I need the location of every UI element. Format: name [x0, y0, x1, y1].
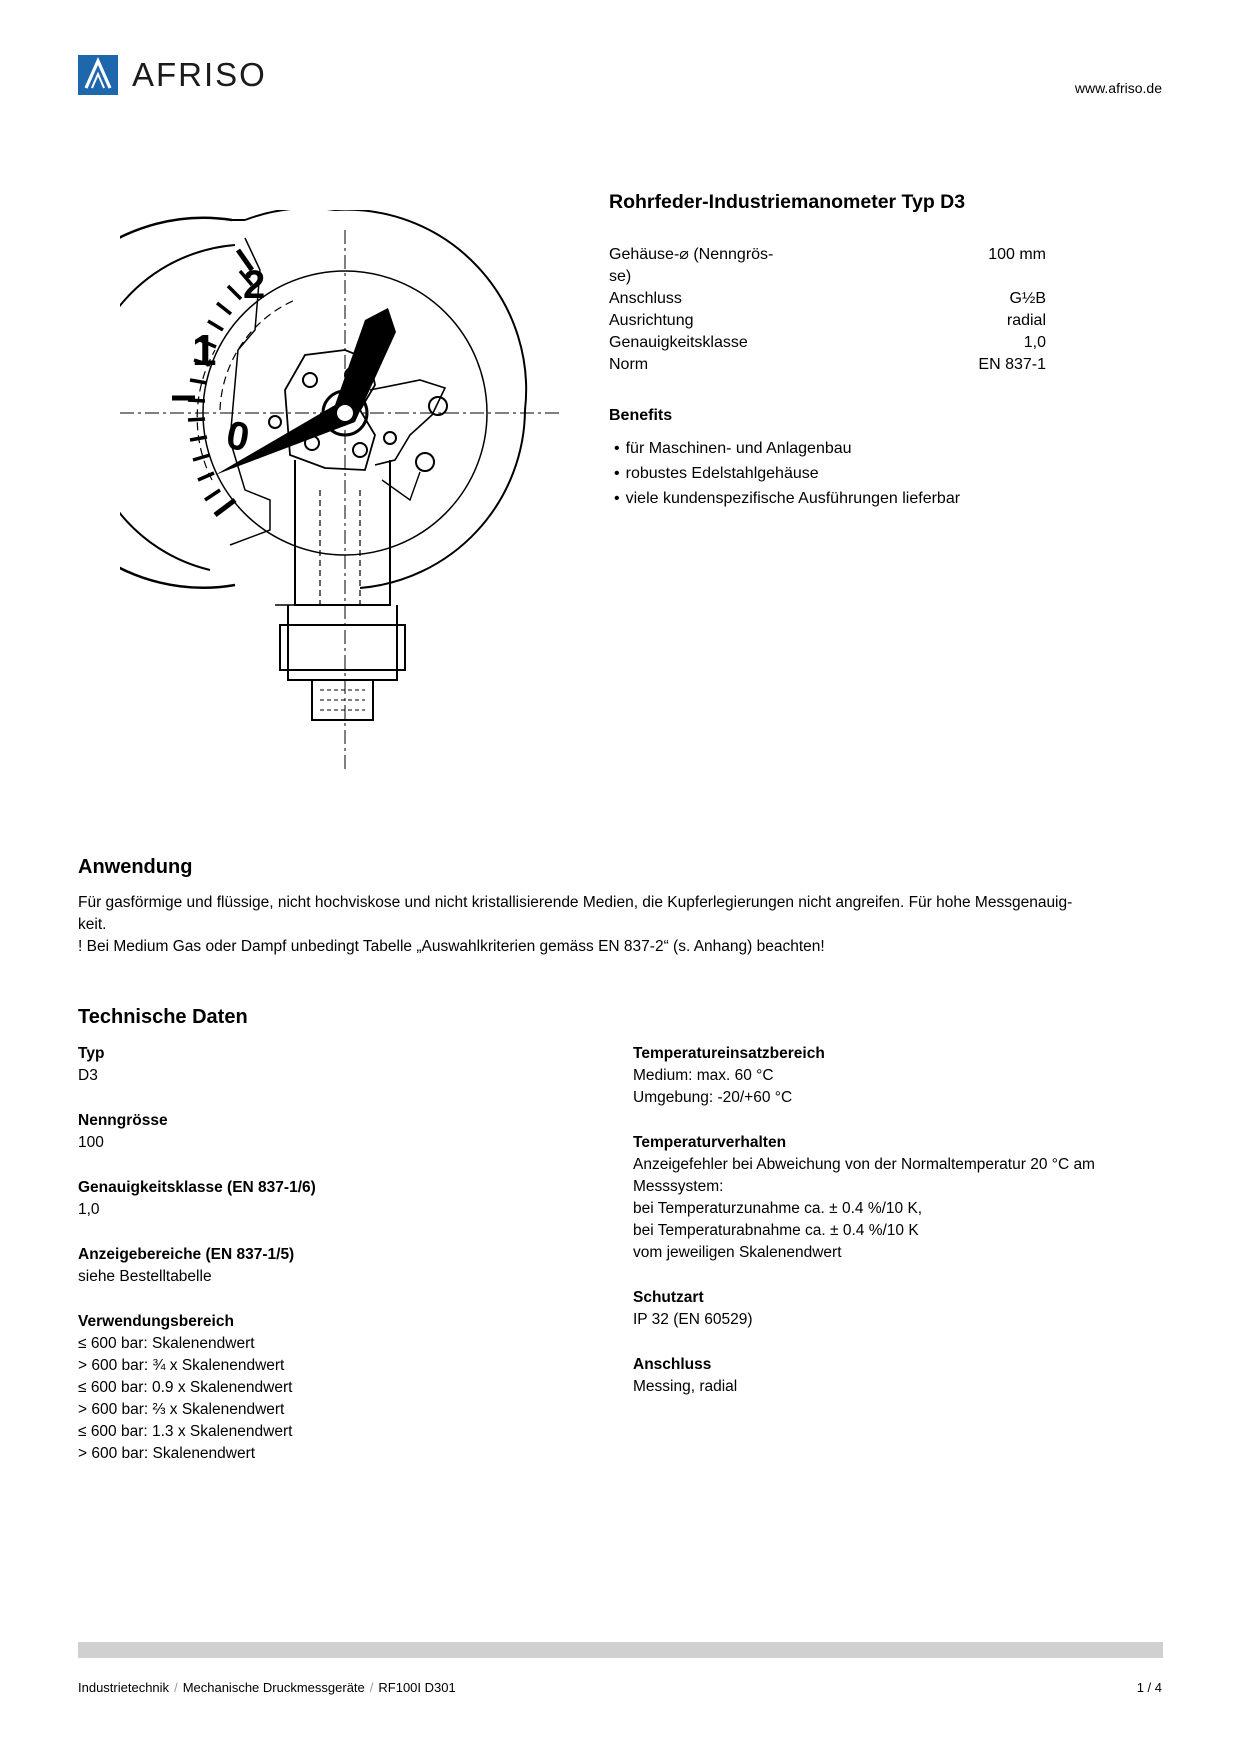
tech-block-connection [633, 1354, 1173, 1398]
spec-key: Norm [609, 356, 649, 373]
application-warning: ! Bei Medium Gas oder Dampf unbedingt Tabelle „Auswahlkriterien gemäss EN 837-2“ (s. Anhang) beachten! [78, 938, 825, 955]
application-line: Für gasförmige und flüssige, nicht hochviskose und nicht kristallisierende Medien, die Kupferlegierungen nicht angreifen. Für hohe Messgenauig- [78, 894, 1073, 911]
tech-label: Verwendungsbereich [78, 1313, 234, 1330]
tech-block-ranges [78, 1244, 558, 1288]
tech-value: bei Temperaturzunahme ca. ± 0.4 %/10 K, [633, 1200, 923, 1217]
tech-block-size [78, 1110, 558, 1154]
scale-label-0: 0 [223, 413, 253, 461]
tech-label: Genauigkeitsklasse (EN 837-1/6) [78, 1179, 316, 1196]
product-title: Rohrfeder-Industriemanometer Typ D3 [609, 191, 966, 213]
page-number: 1 / 4 [1136, 1680, 1162, 1695]
tech-label: Schutzart [633, 1289, 704, 1306]
tech-data-right-column [633, 1043, 1173, 1421]
tech-label: Typ [78, 1045, 105, 1062]
tech-label: Temperaturverhalten [633, 1134, 787, 1151]
tech-block-temperature-range [633, 1043, 1173, 1109]
tech-value: Messsystem: [633, 1178, 724, 1195]
application-text [78, 892, 1163, 958]
tech-value: Messing, radial [633, 1378, 738, 1395]
website-link[interactable]: www.afriso.de [1074, 80, 1162, 96]
tech-value: vom jeweiligen Skalenendwert [633, 1244, 842, 1261]
spec-key: Genauigkeitsklasse [609, 334, 748, 351]
tech-value: ≤ 600 bar: Skalenendwert [78, 1335, 255, 1352]
tech-value: bei Temperaturabnahme ca. ± 0.4 %/10 K [633, 1222, 919, 1239]
breadcrumb-item[interactable]: Industrietechnik [78, 1680, 170, 1695]
tech-value: 1,0 [78, 1201, 100, 1218]
spec-row [609, 244, 1046, 288]
spec-key-cont: se) [609, 268, 632, 285]
scale-label-1: 1 [192, 326, 217, 375]
tech-label: Anschluss [633, 1356, 712, 1373]
benefit-item: • viele kundenspezifische Ausführungen lieferbar [614, 486, 960, 511]
tech-block-type [78, 1043, 558, 1087]
spec-table [609, 244, 1046, 376]
application-heading: Anwendung [78, 856, 193, 878]
tech-value: > 600 bar: ¾ x Skalenendwert [78, 1357, 285, 1374]
tech-value: D3 [78, 1067, 98, 1084]
brand-name: AFRISO [132, 56, 267, 93]
spec-row [609, 288, 1046, 310]
tech-value: > 600 bar: Skalenendwert [78, 1445, 256, 1462]
tech-label: Nenngrösse [78, 1112, 168, 1129]
spec-value: 1,0 [1023, 334, 1046, 351]
spec-value: radial [1006, 312, 1046, 329]
tech-value: Medium: max. 60 °C [633, 1067, 774, 1084]
benefits-list [614, 436, 960, 511]
tech-label: Temperatureinsatzbereich [633, 1045, 825, 1062]
spec-key: Gehäuse-⌀ (Nenngrös- [609, 246, 774, 263]
tech-block-usage [78, 1311, 558, 1465]
tech-value: 100 [78, 1134, 104, 1151]
spec-value: EN 837-1 [978, 356, 1046, 373]
tech-block-temperature-behaviour [633, 1132, 1173, 1264]
tech-block-protection [633, 1287, 1173, 1331]
tech-value: Umgebung: -20/+60 °C [633, 1089, 793, 1106]
scale-label-2: 2 [243, 263, 266, 307]
tech-data-left-column [78, 1043, 558, 1488]
spec-value: G½B [1009, 290, 1046, 307]
tech-value: siehe Bestelltabelle [78, 1268, 212, 1285]
pressure-gauge-drawing [120, 210, 560, 780]
application-line: keit. [78, 916, 107, 933]
breadcrumb-separator: / [369, 1680, 374, 1695]
benefits-heading: Benefits [609, 407, 673, 424]
spec-row [609, 354, 1046, 376]
tech-value: IP 32 (EN 60529) [633, 1311, 753, 1328]
tech-value: > 600 bar: ⅔ x Skalenendwert [78, 1401, 285, 1418]
tech-label: Anzeigebereiche (EN 837-1/5) [78, 1246, 295, 1263]
spec-value: 100 mm [988, 246, 1046, 263]
tech-data-heading: Technische Daten [78, 1006, 248, 1028]
afriso-logo-icon [78, 55, 118, 95]
tech-value: Anzeigefehler bei Abweichung von der Normaltemperatur 20 °C am [633, 1156, 1095, 1173]
breadcrumb-item[interactable]: Mechanische Druckmessgeräte [182, 1680, 365, 1695]
breadcrumb [78, 1680, 456, 1695]
tech-value: ≤ 600 bar: 1.3 x Skalenendwert [78, 1423, 293, 1440]
breadcrumb-separator: / [174, 1680, 178, 1695]
tech-block-accuracy [78, 1177, 558, 1221]
footer-divider [78, 1642, 1163, 1658]
spec-key: Ausrichtung [609, 312, 694, 329]
spec-row [609, 310, 1046, 332]
afriso-logo [78, 55, 267, 95]
breadcrumb-item[interactable]: RF100I D301 [378, 1680, 456, 1695]
tech-value: ≤ 600 bar: 0.9 x Skalenendwert [78, 1379, 293, 1396]
spec-row [609, 332, 1046, 354]
benefit-item: • für Maschinen- und Anlagenbau [614, 436, 960, 461]
spec-key: Anschluss [609, 290, 682, 307]
benefit-item: • robustes Edelstahlgehäuse [614, 461, 960, 486]
